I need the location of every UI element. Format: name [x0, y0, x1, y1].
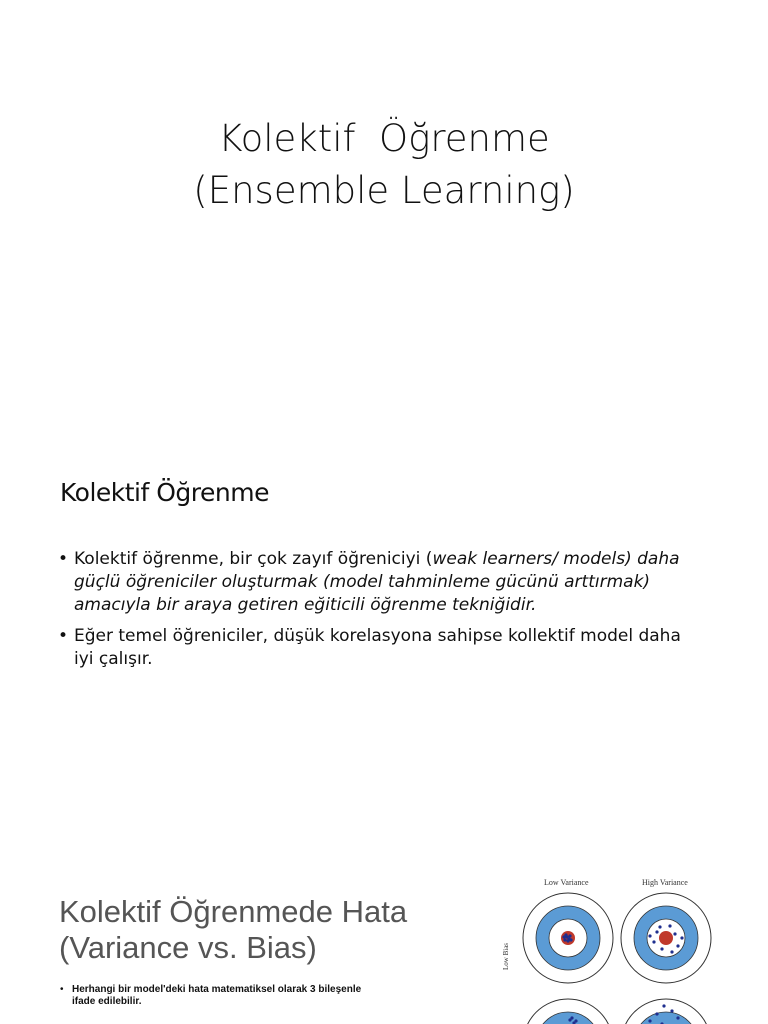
bullet-italic-text: weak learners/ models) daha güçlü öğreniciler oluşturmak (model tahminleme gücünü arttırmak) amacıyla bir araya getiren eğiticili öğrenme tekniğidir.	[74, 549, 680, 615]
target-high-variance-low-bias	[621, 893, 711, 983]
column-label-low-variance: Low Variance	[544, 878, 589, 887]
target-grid	[492, 874, 732, 1024]
bullet-text: Kolektif öğrenme, bir çok zayıf öğreniciyi (	[74, 549, 433, 569]
slide-heading-line1: Kolektif Öğrenmede Hata	[59, 894, 408, 929]
slide-title-line2: (Ensemble Learning)	[193, 169, 575, 212]
title-slide	[0, 0, 768, 420]
slide-heading: Kolektif Öğrenme	[60, 478, 269, 507]
target-high-variance-high-bias	[621, 999, 711, 1024]
definition-slide	[0, 440, 768, 840]
variance-bias-slide	[0, 860, 768, 1024]
slide-title-line1: Kolektif Öğrenme	[218, 117, 550, 160]
row-label-low-bias: Low Bias	[502, 942, 510, 970]
target-low-variance-low-bias	[523, 893, 613, 983]
slide-heading-line2: (Variance vs. Bias)	[59, 930, 317, 965]
target-low-variance-high-bias	[523, 999, 613, 1024]
bullet-item-definition	[58, 548, 698, 617]
bullet-text: Eğer temel öğreniciler, düşük korelasyona sahipse kollektif model daha iyi çalışır.	[74, 626, 681, 669]
column-label-high-variance: High Variance	[642, 878, 688, 887]
bullet-item-error: • Herhangi bir model'deki hata matematiksel olarak 3 bileşenle ifade edilebilir.	[60, 984, 372, 1008]
bullet-item-correlation	[58, 625, 698, 671]
slide-title	[0, 113, 768, 217]
slide-heading	[59, 894, 479, 966]
bullet-list	[58, 548, 698, 679]
bias-variance-diagram	[492, 874, 732, 1024]
